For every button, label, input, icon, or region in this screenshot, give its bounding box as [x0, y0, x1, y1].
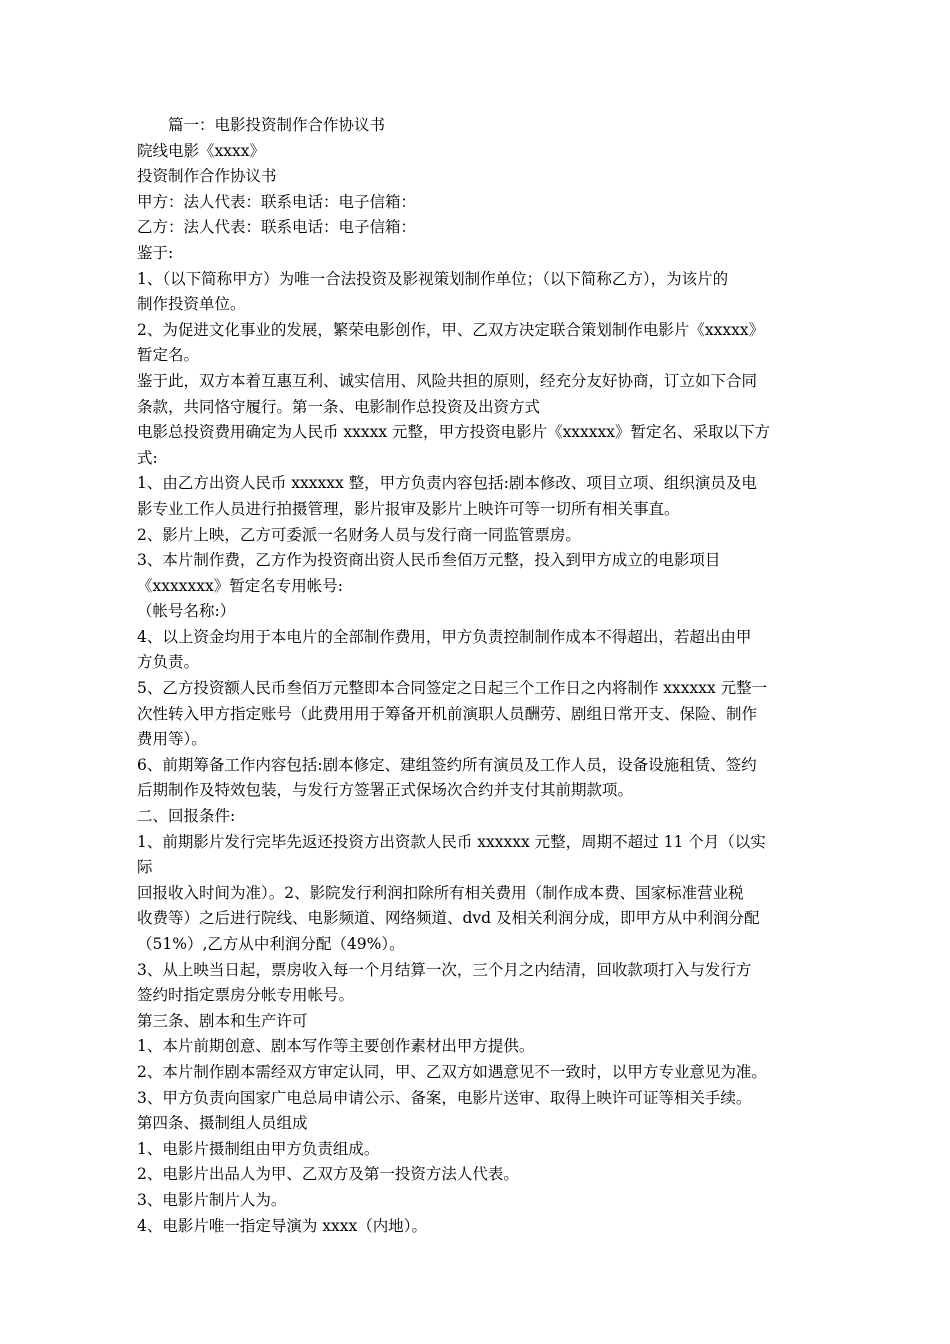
- document-line: 院线电影《xxxx》: [137, 141, 265, 160]
- document-line: （帐号名称:）: [137, 602, 236, 621]
- document-body: [137, 113, 827, 1239]
- document-line: 1、电影片摄制组由甲方负责组成。: [137, 1139, 380, 1158]
- document-line: 方负责。: [137, 653, 200, 672]
- document-line: 第四条、摄制组人员组成: [137, 1114, 308, 1133]
- document-line: 电影总投资费用确定为人民币 xxxxx 元整，甲方投资电影片《xxxxxx》暂定名、采取以下方: [137, 423, 771, 442]
- document-line: 4、以上资金均用于本电片的全部制作费用，甲方负责控制制作成本不得超出，若超出由甲: [137, 627, 752, 646]
- document-line: 条款，共同恪守履行。第一条、电影制作总投资及出资方式: [137, 397, 541, 416]
- document-line: 暂定名。: [137, 346, 200, 365]
- document-line: 影专业工作人员进行拍摄管理，影片报审及影片上映许可等一切所有相关事直。: [137, 499, 680, 518]
- document-line: 制作投资单位。: [137, 295, 246, 314]
- document-line: 1、（以下简称甲方）为唯一合法投资及影视策划制作单位；（以下简称乙方），为该片的: [137, 269, 729, 288]
- document-line: 2、本片制作剧本需经双方审定认同，甲、乙双方如遇意见不一致时，以甲方专业意见为准。: [137, 1062, 767, 1081]
- document-line: 回报收入时间为准）。2、影院发行利润扣除所有相关费用（制作成本费、国家标准营业税: [137, 883, 744, 902]
- document-line: 5、乙方投资额人民币叁佰万元整即本合同签定之日起三个工作日之内将制作 xxxxxx 元整一: [137, 679, 768, 698]
- document-line: 2、为促进文化事业的发展，繁荣电影创作，甲、乙双方决定联合策划制作电影片《xxxxx》: [137, 320, 765, 339]
- document-line: 篇一：电影投资制作合作协议书: [137, 116, 386, 134]
- document-line: 后期制作及特效包装，与发行方签署正式保场次合约并支付其前期款项。: [137, 781, 634, 800]
- document-line: 式:: [137, 448, 158, 467]
- document-line: 费用等）。: [137, 730, 207, 749]
- document-line: 第三条、剧本和生产许可: [137, 1011, 308, 1030]
- document-line: 签约时指定票房分帐专用帐号。: [137, 986, 355, 1005]
- document-line: 2、电影片出品人为甲、乙双方及第一投资方法人代表。: [137, 1165, 519, 1184]
- document-line: 4、电影片唯一指定导演为 xxxx（内地）。: [137, 1216, 428, 1235]
- document-line: 收费等）之后进行院线、电影频道、网络频道、dvd 及相关利润分成，即甲方从中利润分配: [137, 909, 760, 928]
- document-line: 3、甲方负责向国家广电总局申请公示、备案，电影片送审、取得上映许可证等相关手续。: [137, 1088, 752, 1107]
- document-line: 3、从上映当日起，票房收入每一个月结算一次，三个月之内结清，回收款项打入与发行方: [137, 960, 752, 979]
- document-line: 际: [137, 858, 153, 877]
- document-line: 6、前期筹备工作内容包括:剧本修定、建组签约所有演员及工作人员，设备设施租赁、签约: [137, 755, 757, 774]
- document-line: 《xxxxxxx》暂定名专用帐号:: [137, 576, 343, 595]
- document-line: 1、本片前期创意、剧本写作等主要创作素材出甲方提供。: [137, 1037, 535, 1056]
- document-line: 3、电影片制片人为。: [137, 1190, 287, 1209]
- document-line: 甲方：法人代表：联系电话：电子信箱：: [137, 192, 417, 211]
- document-line: 3、本片制作费，乙方作为投资商出资人民币叁佰万元整，投入到甲方成立的电影项目: [137, 551, 721, 570]
- document-line: 乙方：法人代表：联系电话：电子信箱：: [137, 218, 417, 237]
- document-line: 鉴于此，双方本着互惠互利、诚实信用、风险共担的原则，经充分友好协商，订立如下合同: [137, 371, 758, 390]
- document-line: 鉴于:: [137, 243, 174, 262]
- document-line: 2、影片上映，乙方可委派一名财务人员与发行商一同监管票房。: [137, 525, 581, 544]
- document-line: 投资制作合作协议书: [137, 167, 277, 186]
- document-line: （51%）,乙方从中利润分配（49%）。: [137, 935, 405, 953]
- document-line: 1、由乙方出资人民币 xxxxxx 整，甲方负责内容包括:剧本修改、项目立项、组织演员及电: [137, 474, 757, 493]
- document-line: 二、回报条件:: [137, 807, 236, 826]
- document-line: 1、前期影片发行完毕先返还投资方出资款人民币 xxxxxx 元整，周期不超过 11 个月（以实: [137, 832, 766, 851]
- document-line: 次性转入甲方指定账号（此费用用于筹备开机前演职人员酬劳、剧组日常开支、保险、制作: [137, 704, 758, 723]
